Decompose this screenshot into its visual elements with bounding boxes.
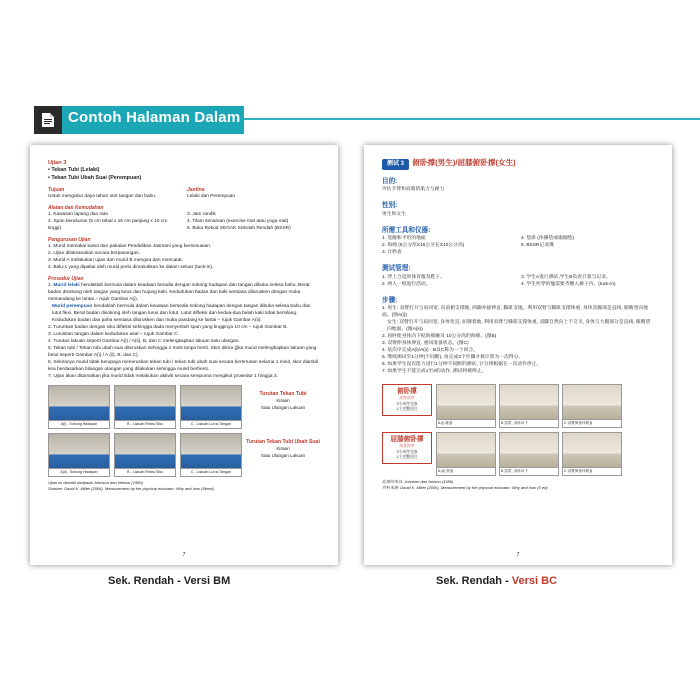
figure-photo: C - Lakuan Lurus Tangan: [180, 433, 242, 477]
prosedur-heading: Prosedur Ujian: [48, 276, 84, 283]
figure-photo: B 屈肘, 身体向下: [499, 432, 559, 476]
prosedur-item: Murid perempuan hendaklah bermula dalam keadaan bersedia sokong hadapan dengan tangan dibuka selesa bahu dan lutut flexi. Berat badan disokong oleh tangan lurus dan lutut. Lutut difleksi dan kedua-dua belah kaki tidak bersilang. Kedudukan badan dan paha sentiasa dilurusken dan muka pandang ke lantai – rujuk Gambar A(ii).: [52, 304, 311, 324]
pengurusan-heading: Pengurusan Ujian: [48, 237, 91, 244]
alatan-item: 5. Buku Rekod SEGAK Sekolah Rendah (BSSR): [187, 226, 291, 232]
source-note: Ujian ini diambil daripada Johnson dan Nelson (1986): [48, 480, 143, 486]
page-chinese: [364, 145, 672, 565]
alatan-item: 4. Tilam senaman (exercise mat atau yoga mat): [187, 219, 289, 225]
step-item: 7. 如果学生不能完成1至3的动作, 测试将被终止。: [382, 368, 487, 374]
prosedur-item: 7. Ujian akan ditamatkan jika murid tidak melakukan aktiviti secara sempurna mengikut prosedur 1 hingga 3.: [48, 373, 278, 379]
alatan-item: 2. Span berukuran (5 cm tebal x 15 cm panjang x 10 cm tinggi): [48, 219, 168, 232]
prosedur-item: 2. Turunkan badan dengan siku difleksi sehingga dada menyentuh span yang tingginya 10 cm – rujuk Gambar B.: [48, 325, 288, 331]
source-note: 此测试来自: Johnson dan Nelson (1986): [382, 479, 454, 485]
figure-photo: A (ii) 准备: [436, 432, 496, 476]
page-number: 7: [516, 551, 520, 558]
tools-item: 2. 海绵 (5公分厚X15公分长X10公分高): [382, 243, 465, 249]
tools-heading: 所需工具和仪器:: [382, 226, 431, 234]
management-item: 3. 学生A进行测试,学生B负责计算与记录。: [521, 274, 611, 280]
caption-version-bm: Sek. Rendah - Versi BM: [108, 575, 231, 587]
page-malay: [30, 145, 338, 565]
figure-row-pushup-cn: [382, 384, 654, 428]
figure-photo: A(ii) - Sokong Hadapan: [48, 433, 110, 477]
management-heading: 测试管理:: [382, 265, 411, 273]
figure-label-box: 俯卧撑 动作次序 3个动作完成 1个完整回合: [382, 384, 432, 416]
figure-row-pushup: [48, 385, 320, 429]
alatan-item: 1. Kawasan lapang dan rata: [48, 212, 108, 218]
tools-item: 1. 宽敞和平坦的地面: [382, 236, 426, 242]
figure-photo: C 双臂伸身体伸直: [562, 432, 622, 476]
tujuan-text: Untuk mengukur daya tahan otot tangan dan bahu.: [48, 194, 157, 200]
prosedur-item: 1. Murid lelaki hendaklah bermula dalam keadaan beradia dengan sokong hadapan dan tangan dibuka selesa bahu. Berat badan disokong oleh tangan yang lurus dan hujung kaki. Kedudukan badan dan kaki sentiasa dilurusken dengan muka memandang ke lantai – rujuk Gambar A(i).: [48, 283, 310, 303]
pengurusan-item: 1. Murid memakai kasut dan pakaian Pendidikan Jasmani yang bersesuaian.: [48, 244, 212, 250]
test-name: Ujian 3: [48, 160, 67, 166]
source-note: 资料来源: David K. Miller (2006). Measurement by the physical educator: Why and how (5 ed): [382, 484, 548, 490]
step-item: 6. 如果学生没有能力进行1分钟不间断的测试, 计分将根据在一次动作停止。: [382, 361, 542, 367]
tools-item: 3. 计秒表: [382, 250, 402, 256]
step-item: 女生: 双臂打开与肩同宽, 身体变直, 屈膝着地, 利用双臂与膝部支撑体重, 双脚自然向上不交叉, 身体与大腿部分是直线, 眼睛望向地面。(图A(ii)): [387, 320, 651, 332]
source-note: Sumber: David K. Miller (2006). Measurement by the physical educator: Why and how (5thed): [48, 485, 214, 491]
jantina-text: Lelaki dan Perempuan: [187, 194, 236, 200]
alatan-item: 3. Jam randik: [187, 212, 216, 218]
figure-photo: C 双臂伸身体伸直: [562, 384, 622, 428]
figure-photo: B - Lakuan Fleksi Siku: [114, 385, 176, 429]
caption-version-bc: Sek. Rendah - Versi BC: [436, 575, 558, 587]
figure-row-knee-pushup-cn: [382, 432, 654, 476]
page-title-row: [382, 157, 654, 170]
figure-photo: C - Lakuan Lurus Tangan: [180, 385, 242, 429]
figure-photo: B 屈肘, 身体向下: [499, 384, 559, 428]
pengurusan-item: 2. Ujian dilaksanakan secara berpasangan.: [48, 251, 141, 257]
figure-photo: A (i) 准备: [436, 384, 496, 428]
page-number: 7: [182, 551, 186, 558]
figure-photo: A(i) - Sokong Hadapan: [48, 385, 110, 429]
figure-label: Turutan Tekan Tubi Kiraan Satu Ulangan Lakuan: [259, 390, 307, 410]
step-item: 1. 男生: 双臂打开与肩同宽, 向前俯支撑地, 两脚并拢伸直, 脚趾支地。利用双臂与脚趾支撑体重, 身体及脚部是直线, 眼睛望向地面。(图A(i)): [382, 306, 648, 319]
management-item: 2. 两人一组进行活动。: [382, 281, 431, 287]
step-item: 5. 继续测试至1分钟(不间断), 每完成3个步骤才被计算为一次得分。: [382, 354, 524, 360]
header-title: Contoh Halaman Dalam: [68, 109, 241, 126]
purpose-text: 评估手臂和肩膀的肌力与耐力: [382, 187, 445, 193]
figure-row-modified-pushup: [48, 433, 320, 477]
prosedur-item: 6. Sekiranya murid tidak berupaya meneruskan tekan tubi / tekan tubi ubah suai secara berterusan selama 1 minit, skor diambil kira berdasarkan bilangan ulangan yang dilakukan sehingga murid berhenti.: [48, 359, 319, 372]
step-item: 3. 双臂伸身体伸直, 重回准备状态。(图C): [382, 340, 469, 346]
figure-label: Turutan Tekan Tubi Ubah Suai Kiraan Satu Ulangan Lakuan: [246, 438, 320, 459]
header-divider-line: [230, 118, 700, 120]
prosedur-item: 3. Luruskan tangan dalam kedudukan asal – rujuk Gambar C.: [48, 332, 179, 338]
prosedur-item: 5. Tekan tubi / Tekan tubi ubah suai diteruskan sehingga 1 minit tanpa henti. Skor dikira (jika murid melengkapkan lakuan yang betul seperti Gambar A(i) / A (ii), B, dan C).: [48, 345, 317, 358]
steps-heading: 步骤:: [382, 296, 398, 304]
alatan-heading: Alatan dan Kemudahan: [48, 204, 104, 211]
document-icon: [34, 106, 62, 134]
step-item: 2. 屈肘使身体向下贴海绵触及 10公分高的海绵。(图B): [382, 333, 497, 339]
figure-photo: B - Lakuan Fleksi Siku: [114, 433, 176, 477]
management-item: 4. 学生所穿的恤需要齐腰入裤子内。(tuck-in): [521, 281, 616, 287]
tools-item: 5. BSSR记录簿: [521, 243, 554, 249]
bullet-1: • Tekan Tubi (Lelaki): [48, 167, 100, 174]
prosedur-item: 4. Turutan lakuan seperti Gambar A(i) / A(ii), B, dan C melengkapkan lakuan satu ulangan.: [48, 339, 240, 345]
test-badge: 测试 3: [382, 159, 409, 170]
gender-heading: 性别:: [382, 202, 398, 210]
bullet-2: • Tekan Tubi Ubah Suai (Perempuan): [48, 174, 142, 181]
pengurusan-item: 3. Murid A melakukan ujian dan murid B mengira dan mencatat.: [48, 258, 183, 264]
pengurusan-item: 4. Balu-1 yang dipakai oleh murid perlu dimasukkan ke dalam seluar (tuck-in).: [48, 265, 214, 271]
gender-text: 男生和女生: [382, 211, 406, 217]
management-item: 1. 穿上合适的体育服及鞋子。: [382, 274, 445, 280]
purpose-heading: 目的:: [382, 177, 398, 185]
step-item: 4. 依次序完成A(i)/A(ii) · B及C称为一个回合。: [382, 347, 478, 353]
figure-label-box: 屈膝俯卧撑 动作次序 3个动作完成 1个完整回合: [382, 432, 432, 464]
page-title: 俯卧撑(男生)/屈膝俯卧撑(女生): [412, 158, 516, 167]
tujuan-heading: Tujuan: [48, 186, 65, 193]
tools-item: 4. 垫席 (体操垫或瑜伽垫): [521, 236, 575, 242]
jantina-heading: Jantina: [187, 186, 205, 193]
